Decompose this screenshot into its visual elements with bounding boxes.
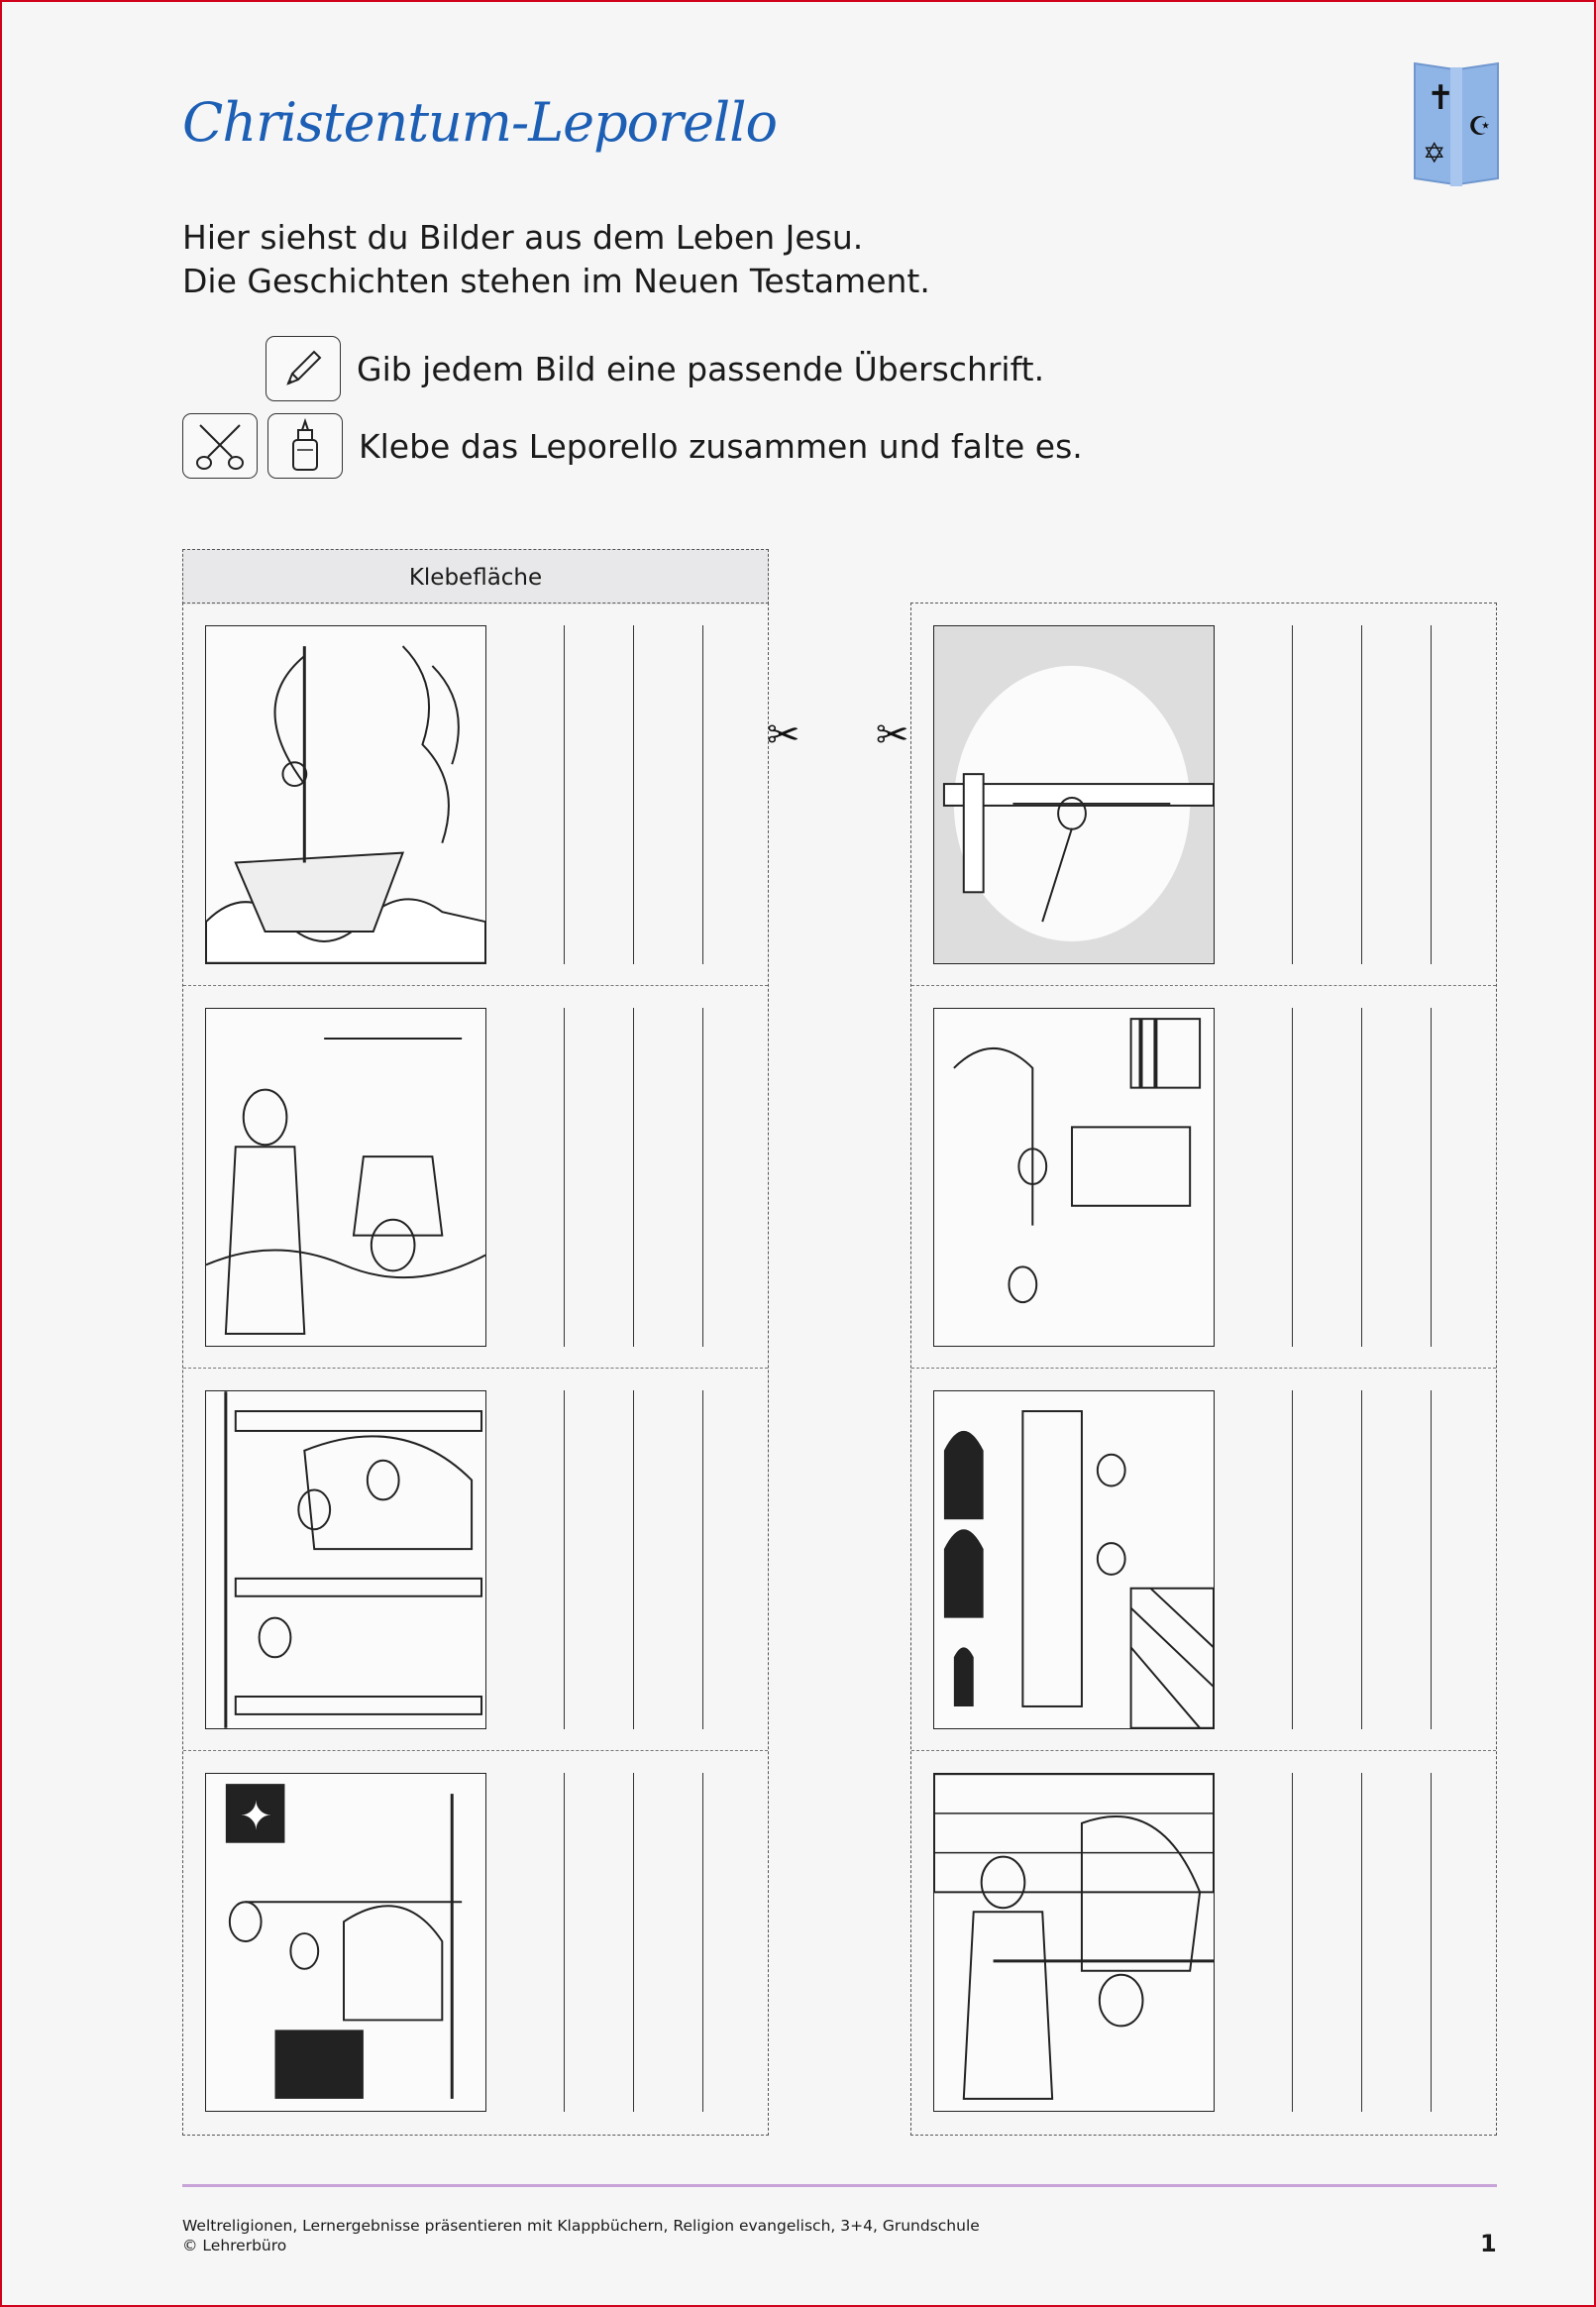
page-number: 1 [1480,2230,1497,2257]
svg-text:✝: ✝ [1427,78,1455,118]
intro-line-2: Die Geschichten stehen im Neuen Testament. [182,262,930,300]
writing-line [564,1773,565,2112]
glue-area [182,549,769,604]
footer-copyright: © Lehrerbüro [182,2237,287,2254]
writing-line [1292,625,1293,964]
writing-line [564,1008,565,1347]
writing-line [702,1773,703,2112]
task-2 [182,412,1083,480]
writing-line [1292,1008,1293,1347]
religions-book-icon [1407,57,1506,190]
glue-area-label: Klebefläche [408,564,543,591]
scissors-cut-mark-icon: ✂ [876,713,909,758]
writing-line [1431,1773,1432,2112]
svg-text:✦: ✦ [239,1793,273,1839]
leporello-panel [183,1369,768,1751]
writing-line [1361,1008,1362,1347]
footer-rule [182,2184,1497,2187]
writing-line [1292,1773,1293,2112]
writing-line [1361,1773,1362,2112]
writing-line [564,1390,565,1729]
intro-text [182,216,930,303]
footer [182,2216,980,2255]
writing-line [1361,625,1362,964]
picture-temple [205,1390,486,1729]
leporello-panel [911,986,1496,1369]
leporello-panel [911,1751,1496,2134]
leporello-panel [183,1751,768,2134]
left-leporello-strip [182,603,769,2136]
task-1 [182,335,1044,402]
writing-line [633,625,634,964]
footer-source: Weltreligionen, Lernergebnisse präsentieren mit Klappbüchern, Religion evangelisch, 3+4, Grundschule [182,2217,980,2235]
writing-line [1292,1390,1293,1729]
writing-line [1431,1390,1432,1729]
picture-entry-jerusalem [933,1008,1215,1347]
leporello-panel [183,604,768,986]
intro-line-1: Hier siehst du Bilder aus dem Leben Jesu. [182,218,864,257]
scissors-icon [182,413,258,479]
task-2-text: Klebe das Leporello zusammen und falte es. [359,426,1083,466]
writing-line [702,1390,703,1729]
right-leporello-strip [910,603,1497,2136]
writing-line [633,1390,634,1729]
picture-nativity [205,1773,486,2112]
picture-last-supper [933,1390,1215,1729]
scissors-cut-mark-icon: ✂ [767,713,800,758]
picture-healing [933,1773,1215,2112]
page-title: Christentum-Leporello [182,91,777,154]
svg-text:☪: ☪ [1468,112,1492,142]
svg-text:✡: ✡ [1423,137,1446,169]
pencil-icon [266,336,341,401]
task-1-text: Gib jedem Bild eine passende Überschrift. [357,349,1045,388]
writing-line [633,1773,634,2112]
writing-line [1361,1390,1362,1729]
writing-line [564,625,565,964]
writing-line [1431,1008,1432,1347]
writing-line [702,1008,703,1347]
picture-storm-at-sea [205,625,486,964]
writing-line [633,1008,634,1347]
picture-crucifixion [933,625,1215,964]
leporello-panel [911,604,1496,986]
writing-line [702,625,703,964]
leporello-panel [183,986,768,1369]
glue-bottle-icon [267,413,343,479]
writing-line [1431,625,1432,964]
picture-baptism [205,1008,486,1347]
leporello-panel [911,1369,1496,1751]
